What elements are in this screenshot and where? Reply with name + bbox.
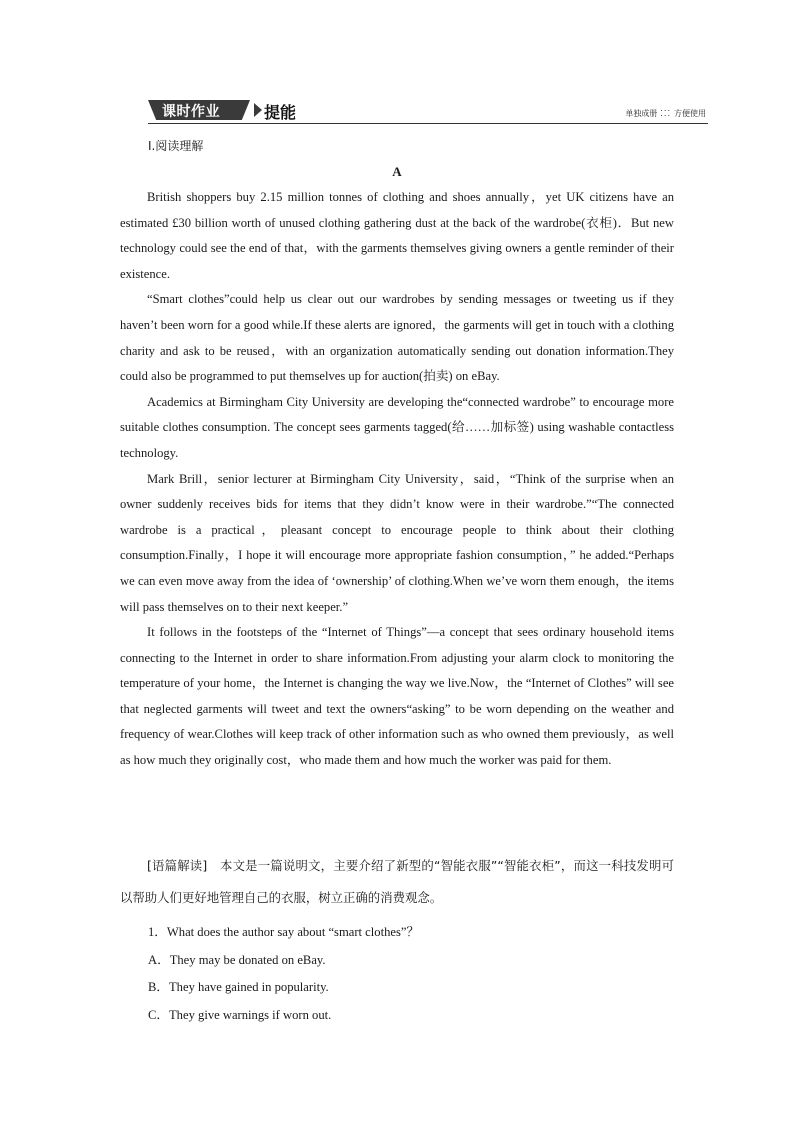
header-rule <box>148 123 708 124</box>
header-sub-label: 提能 <box>264 103 297 122</box>
paragraph: It follows in the footsteps of the “Internet of Things”—a concept that sees ordinary household items connecting to the Internet in order to share information.From adjusting your alarm clock to monitoring the temperature of your home，the Internet is changing the way we live.Now，the “Internet of Clothes” will see that neglected garments will tweet and text the owners“asking” to be worn depending on the weather and frequency of wear.Clothes will keep track of other information such as who owned them previously，as well as how much they originally cost，who made them and how much the worker was paid for them. <box>120 625 674 768</box>
header-dots-icon: ⁚⁚⁚ <box>660 109 671 118</box>
paragraph: “Smart clothes”could help us clear out our wardrobes by sending messages or tweeting us if they haven’t been worn for a good while.If these alerts are ignored，the garments will get in touch with a clothing charity and ask to be reused，with an organization automatically sending out donation information.They could also be programmed to put themselves up for auction(拍卖) on eBay. <box>120 292 674 384</box>
option-a: A．They may be donated on eBay. <box>148 952 326 967</box>
header-tab-label: 课时作业 <box>162 104 220 120</box>
question-block <box>148 919 678 1029</box>
paragraph: British shoppers buy 2.15 million tonnes of clothing and shoes annually，yet UK citizens have an estimated £30 billion worth of unused clothing gathering dust at the back of the wardrobe(衣柜)．But new technology could see the end of that，with the garments themselves giving owners a gentle reminder of their existence. <box>120 190 674 281</box>
question-stem: 1．What does the author say about “smart clothes”？ <box>148 925 420 939</box>
page-header <box>148 100 708 124</box>
paragraph: Academics at Birmingham City University are developing the“connected wardrobe” to encourage more suitable clothes consumption. The concept sees garments tagged(给……加标签) using washable contactless technology. <box>120 394 674 460</box>
header-right-right: 方便使用 <box>674 109 706 118</box>
header-right-note <box>625 108 706 119</box>
option-c: C．They give warnings if worn out. <box>148 1007 332 1022</box>
reading-passage <box>120 185 674 774</box>
passage-analysis: [语篇解读] 本文是一篇说明文，主要介绍了新型的“智能衣服”“智能衣柜”，而这一科技发明可以帮助人们更好地管理自己的衣服，树立正确的消费观念。 <box>120 858 674 905</box>
header-right-left: 单独成册 <box>625 109 658 118</box>
paragraph: Mark Brill，senior lecturer at Birmingham City University，said，“Think of the surprise when an owner suddenly receives bids for items that they didn’t know were in their wardrobe.”“The connected wardrobe is a practical，pleasant concept to encourage people to think about their clothing consumption.Finally，I hope it will encourage more appropriate fashion consumption，” he added.“Perhaps we can even move away from the idea of ‘ownership’ of clothing.When we’ve worn them enough，the items will pass themselves on to their next keeper.” <box>120 471 674 614</box>
header-arrow-icon <box>254 103 262 117</box>
section-title: Ⅰ.阅读理解 <box>148 139 204 153</box>
passage-letter: A <box>392 164 402 179</box>
option-b: B．They have gained in popularity. <box>148 980 329 994</box>
